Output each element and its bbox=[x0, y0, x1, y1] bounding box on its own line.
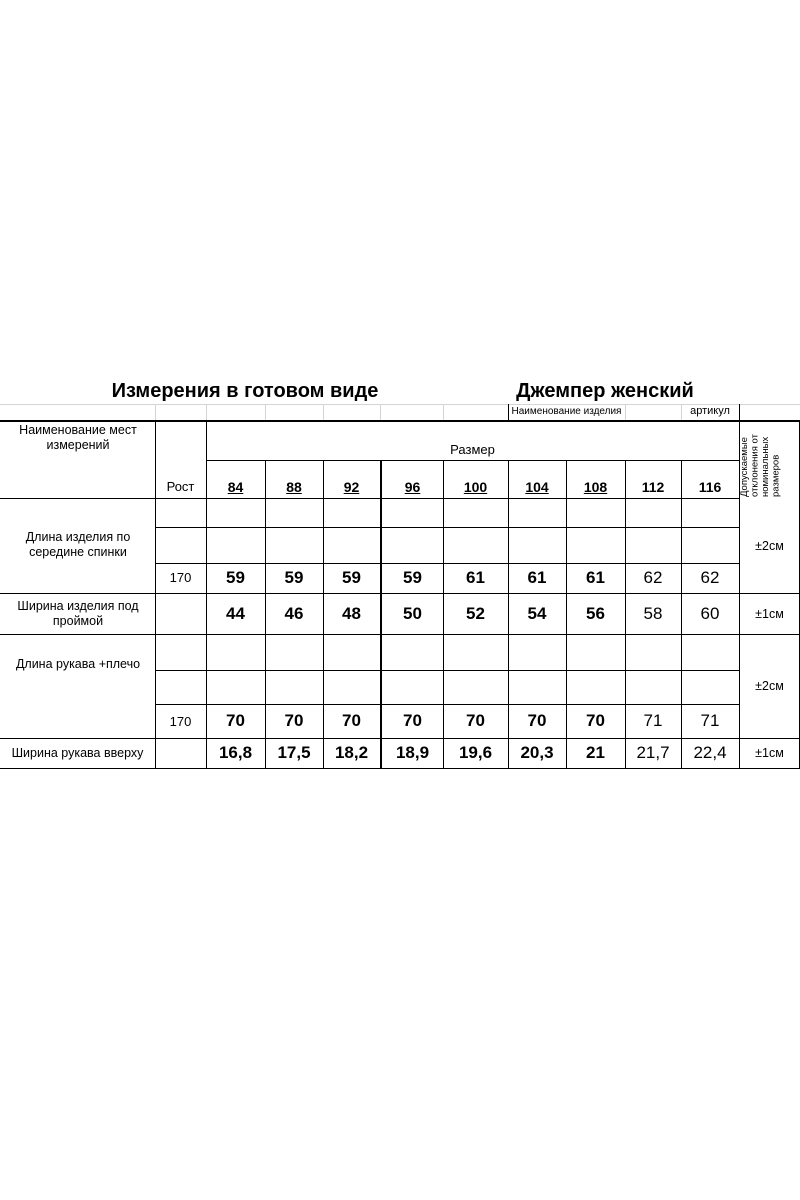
product-caption: Наименование изделия bbox=[511, 406, 622, 417]
value-cell: 61 bbox=[586, 567, 605, 587]
value-cell: 70 bbox=[403, 711, 422, 731]
article-caption: артикул bbox=[690, 405, 730, 418]
value-cell: 70 bbox=[284, 711, 304, 731]
size-96: 96 bbox=[404, 478, 421, 495]
size-header: Размер bbox=[450, 442, 495, 458]
size-84: 84 bbox=[227, 478, 244, 495]
value-cell: 70 bbox=[342, 711, 361, 731]
size-112: 112 bbox=[641, 478, 665, 495]
row-name: Ширина рукава вверху bbox=[11, 746, 144, 760]
value-cell: 59 bbox=[284, 567, 304, 587]
value-cell: 46 bbox=[284, 603, 304, 623]
value-cell: 54 bbox=[527, 603, 547, 623]
value-cell: 61 bbox=[527, 567, 547, 587]
size-104: 104 bbox=[525, 478, 549, 495]
value-cell: 58 bbox=[643, 603, 663, 623]
value-cell: 52 bbox=[466, 603, 485, 623]
value-cell: 18,9 bbox=[395, 743, 430, 763]
tolerance-cell: ±1см bbox=[755, 606, 784, 621]
value-cell: 44 bbox=[226, 603, 245, 623]
row-name: Ширина изделия под проймой bbox=[17, 599, 139, 628]
size-92: 92 bbox=[343, 478, 360, 495]
value-cell: 20,3 bbox=[520, 743, 554, 763]
value-cell: 70 bbox=[527, 711, 547, 731]
value-cell: 62 bbox=[700, 567, 720, 587]
tolerance-cell: ±1см bbox=[755, 746, 784, 760]
tolerance-cell: ±2см bbox=[755, 538, 784, 553]
size-108: 108 bbox=[583, 478, 608, 495]
row-height: 170 bbox=[169, 570, 192, 586]
value-cell: 21 bbox=[586, 743, 605, 763]
measure-column-header: Наименование мест измерений bbox=[19, 423, 137, 452]
value-cell: 16,8 bbox=[218, 743, 253, 763]
value-cell: 21,7 bbox=[636, 743, 670, 763]
value-cell: 70 bbox=[466, 711, 485, 731]
value-cell: 62 bbox=[643, 567, 663, 587]
value-cell: 50 bbox=[403, 603, 422, 623]
value-cell: 59 bbox=[403, 567, 422, 587]
size-88: 88 bbox=[286, 478, 302, 495]
value-cell: 71 bbox=[700, 711, 720, 731]
value-cell: 61 bbox=[466, 567, 485, 587]
value-cell: 70 bbox=[226, 711, 245, 731]
tolerance-header: Допускаемые отклонения от номинальных размеров bbox=[739, 434, 782, 497]
row-name: Длина рукава +плечо bbox=[15, 656, 141, 671]
tolerance-cell: ±2см bbox=[755, 679, 784, 693]
measurement-table bbox=[0, 377, 800, 769]
value-cell: 56 bbox=[586, 603, 605, 623]
row-height: 170 bbox=[169, 713, 192, 729]
size-116: 116 bbox=[698, 478, 722, 495]
value-cell: 18,2 bbox=[334, 743, 369, 763]
value-cell: 22,4 bbox=[693, 743, 727, 763]
row-name: Длина изделия по середине спинки bbox=[25, 530, 131, 559]
height-column-header: Рост bbox=[166, 479, 195, 495]
size-100: 100 bbox=[463, 478, 488, 495]
value-cell: 70 bbox=[586, 711, 605, 731]
value-cell: 17,5 bbox=[277, 743, 311, 763]
value-cell: 48 bbox=[342, 603, 361, 623]
value-cell: 59 bbox=[226, 567, 245, 587]
value-cell: 71 bbox=[643, 711, 663, 731]
table-title: Измерения в готовом виде bbox=[111, 380, 379, 402]
value-cell: 60 bbox=[700, 603, 720, 623]
product-name: Джемпер женский bbox=[516, 380, 694, 402]
value-cell: 19,6 bbox=[458, 743, 493, 763]
value-cell: 59 bbox=[342, 567, 361, 587]
